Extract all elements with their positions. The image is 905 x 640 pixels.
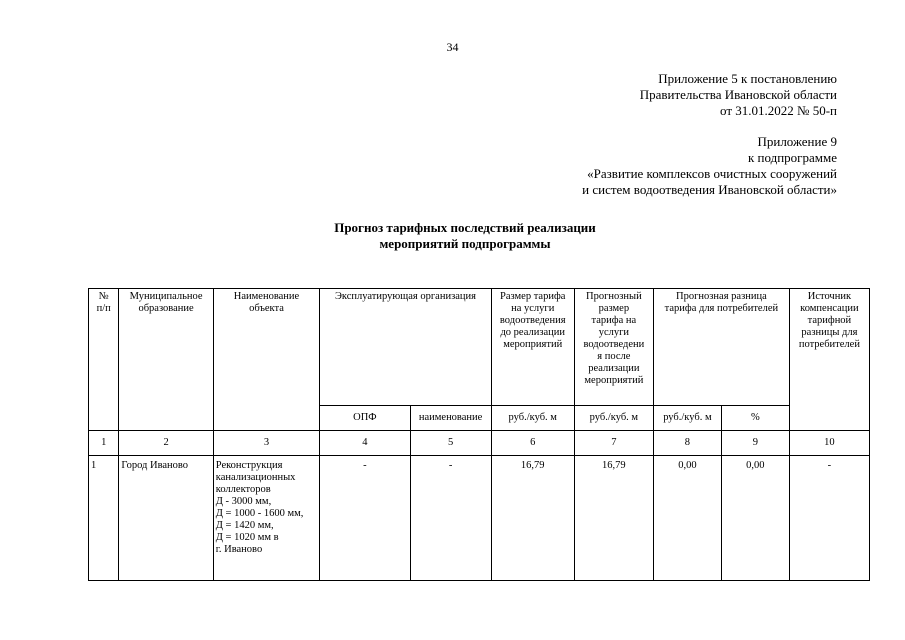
cell-diff-pct: 0,00: [721, 456, 789, 581]
cell-opf: -: [320, 456, 410, 581]
subheader-cell: ОПФ: [320, 406, 410, 431]
subheader-cell: руб./куб. м: [574, 406, 653, 431]
header-difference: Прогнозная разница тарифа для потребителей: [653, 289, 789, 406]
table-row: [89, 456, 870, 581]
appendix-9-block: [582, 134, 837, 198]
header-object: Наименование объекта: [213, 289, 320, 431]
header-municipality: Муниципальное образование: [119, 289, 213, 431]
cell-source: -: [789, 456, 869, 581]
header-operator: Эксплуатирующая организация: [320, 289, 491, 406]
appendix-9-line: «Развитие комплексов очистных сооружений: [587, 166, 837, 181]
column-number: 1: [89, 431, 119, 456]
tariff-table: [88, 288, 870, 581]
cell-tariff-before: 16,79: [491, 456, 574, 581]
column-number: 3: [213, 431, 320, 456]
header-num: № п/п: [89, 289, 119, 431]
table-header-row: [89, 289, 870, 406]
column-number: 10: [789, 431, 869, 456]
appendix-5-line: Приложение 5 к постановлению: [658, 71, 837, 86]
appendix-9-line: Приложение 9: [757, 134, 837, 149]
cell-object: Реконструкция канализационных коллекторов Д - 3000 мм, Д = 1000 - 1600 мм, Д = 1420 мм, Д = 1020 мм в г. Иваново: [213, 456, 320, 581]
column-number: 6: [491, 431, 574, 456]
subheader-cell: руб./куб. м: [653, 406, 721, 431]
cell-operator-name: -: [410, 456, 491, 581]
document-title-line: мероприятий подпрограммы: [379, 236, 551, 251]
column-number: 9: [721, 431, 789, 456]
cell-tariff-forecast: 16,79: [574, 456, 653, 581]
column-number: 7: [574, 431, 653, 456]
column-number: 8: [653, 431, 721, 456]
page-number: 34: [446, 40, 459, 54]
cell-diff-rub: 0,00: [653, 456, 721, 581]
column-number: 5: [410, 431, 491, 456]
header-source: Источник компенсации тарифной разницы для потребителей: [789, 289, 869, 431]
subheader-cell: наименование: [410, 406, 491, 431]
cell-municipality: Город Иваново: [119, 456, 213, 581]
appendix-9-line: и систем водоотведения Ивановской области»: [582, 182, 837, 197]
column-number-row: [89, 431, 870, 456]
column-number: 4: [320, 431, 410, 456]
appendix-5-line: от 31.01.2022 № 50-п: [720, 103, 837, 118]
document-title: [290, 220, 640, 252]
subheader-cell: %: [721, 406, 789, 431]
column-number: 2: [119, 431, 213, 456]
cell-num: 1: [89, 456, 119, 581]
document-title-line: Прогноз тарифных последствий реализации: [334, 220, 596, 235]
header-tariff-forecast: Прогнозный размер тарифа на услуги водоотведени я после реализации мероприятий: [574, 289, 653, 406]
appendix-9-line: к подпрограмме: [747, 150, 837, 165]
header-tariff-before: Размер тарифа на услуги водоотведения до реализации мероприятий: [491, 289, 574, 406]
appendix-5-line: Правительства Ивановской области: [639, 87, 837, 102]
appendix-5-block: [640, 71, 837, 119]
subheader-cell: руб./куб. м: [491, 406, 574, 431]
